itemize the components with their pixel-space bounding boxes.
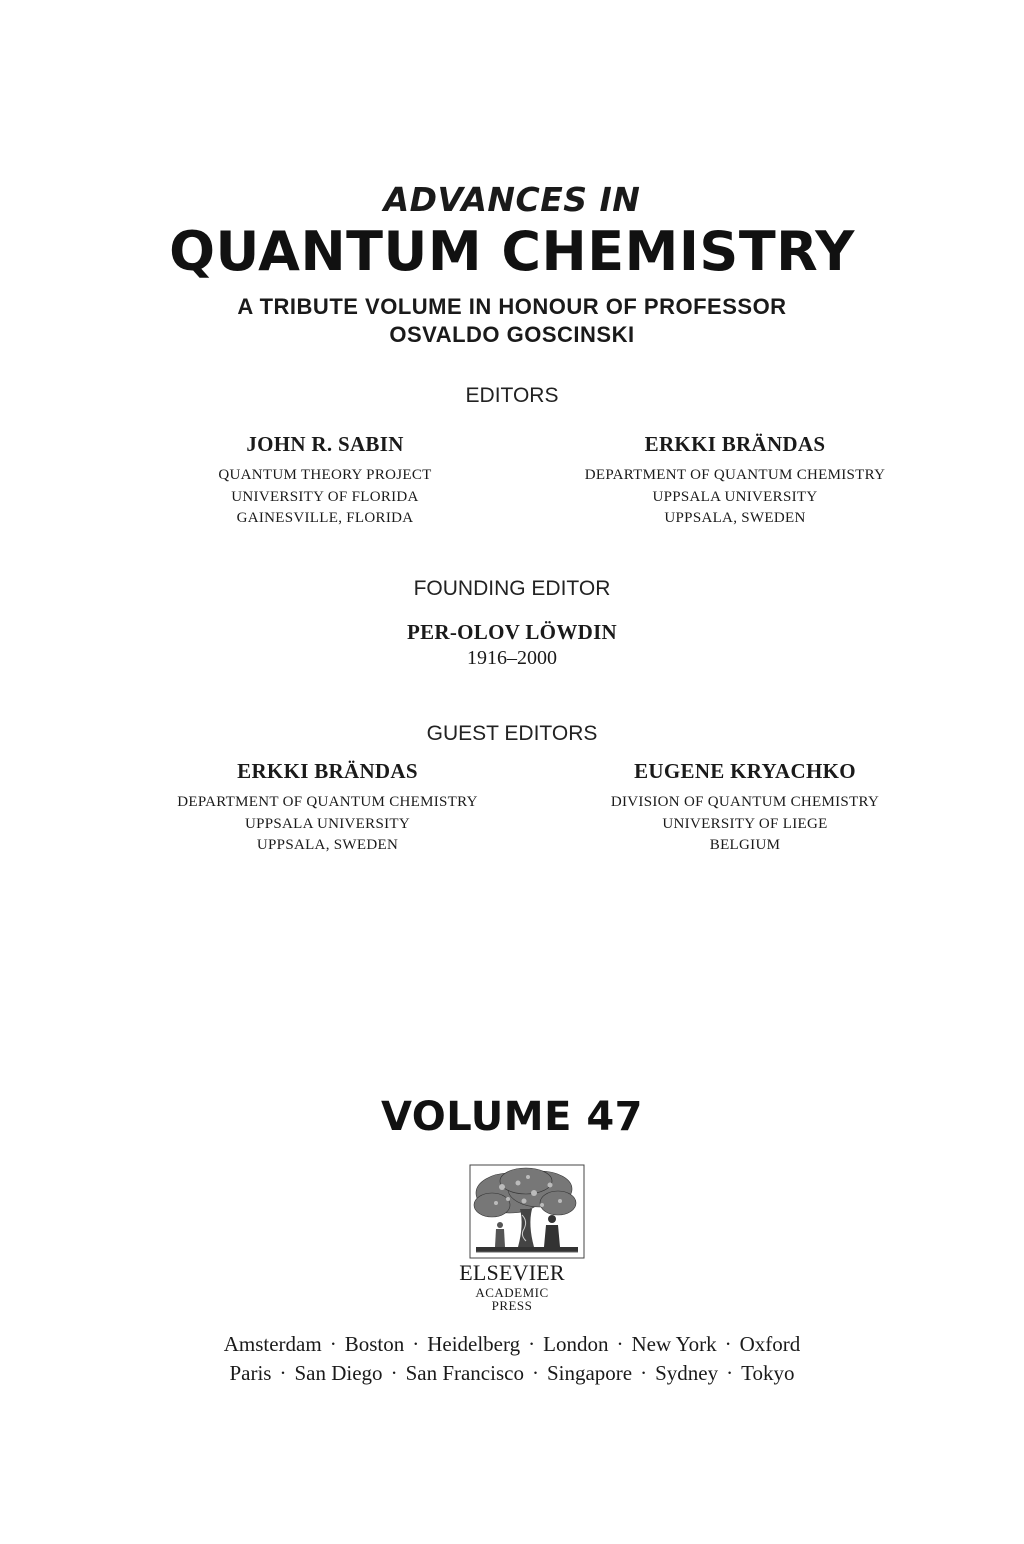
editor-affiliation-line: GAINESVILLE, FLORIDA [236,510,414,526]
city-separator: · [531,1361,539,1385]
founding-editor-label: FOUNDING EDITOR [413,577,611,600]
city: Oxford [739,1332,801,1356]
guest-editor-affiliation-line: DIVISION OF QUANTUM CHEMISTRY [610,794,880,810]
guest-editor-affiliation-line: DEPARTMENT OF QUANTUM CHEMISTRY [177,794,478,810]
city-separator: · [412,1332,420,1356]
guest-editor-affiliation-line: UNIVERSITY OF LIEGE [662,815,828,832]
guest-editor-name: EUGENE KRYACHKO [634,759,856,783]
guest-editor-affiliation-line: UPPSALA, SWEDEN [256,837,399,853]
city: Boston [344,1332,405,1356]
editor-right [545,432,925,530]
editor-affiliation-line: UNIVERSITY OF FLORIDA [231,488,419,505]
subtitle-line-1: A TRIBUTE VOLUME IN HONOUR OF PROFESSOR [237,294,787,319]
publisher-imprint-line: ACADEMIC [475,1285,549,1300]
cities-row-2 [0,1361,1024,1386]
editor-affiliation-line: QUANTUM THEORY PROJECT [218,467,432,483]
city-separator: · [279,1361,287,1385]
city-separator: · [329,1332,337,1356]
series-title: QUANTUM CHEMISTRY [169,220,855,283]
guest-editor-name: ERKKI BRÄNDAS [237,759,418,783]
city-separator: · [528,1332,536,1356]
guest-editor-affiliation-line: BELGIUM [709,837,781,853]
city-separator: · [726,1361,734,1385]
city: London [543,1332,609,1356]
editors-label: EDITORS [465,384,559,407]
city: San Francisco [405,1361,524,1385]
volume-number: VOLUME 47 [380,1094,644,1140]
founding-editor-name: PER-OLOV LÖWDIN [406,620,618,644]
publisher-wordmark [0,1260,1024,1312]
city: Sydney [655,1361,719,1385]
city: Heidelberg [427,1332,521,1356]
city-separator: · [724,1332,732,1356]
city: Amsterdam [223,1332,322,1356]
series-prefix: ADVANCES IN [383,180,641,219]
city: Paris [229,1361,272,1385]
guest-editor-right [570,759,920,857]
city-separator: · [640,1361,648,1385]
publisher-imprint-line: PRESS [491,1298,533,1313]
guest-editor-affiliation-line: UPPSALA UNIVERSITY [244,815,410,832]
guest-editor-left [140,759,515,857]
founding-editor-years: 1916–2000 [467,647,557,669]
editor-affiliation-line: UPPSALA, SWEDEN [664,510,806,526]
city-separator: · [616,1332,624,1356]
editor-affiliation-line: DEPARTMENT OF QUANTUM CHEMISTRY [584,467,886,483]
elsevier-tree-icon [462,1163,592,1263]
editor-affiliation-line: UPPSALA UNIVERSITY [652,488,818,505]
editor-name: JOHN R. SABIN [246,432,404,456]
guest-editors-label: GUEST EDITORS [426,722,598,745]
cities-row-1 [0,1332,1024,1357]
editor-name: ERKKI BRÄNDAS [644,432,826,456]
city: New York [631,1332,717,1356]
editor-left [150,432,500,530]
publisher-name: ELSEVIER [459,1260,565,1285]
city: Tokyo [741,1361,795,1385]
subtitle-line-2: OSVALDO GOSCINSKI [389,322,635,347]
city: Singapore [546,1361,633,1385]
city-separator: · [390,1361,398,1385]
city: San Diego [294,1361,383,1385]
